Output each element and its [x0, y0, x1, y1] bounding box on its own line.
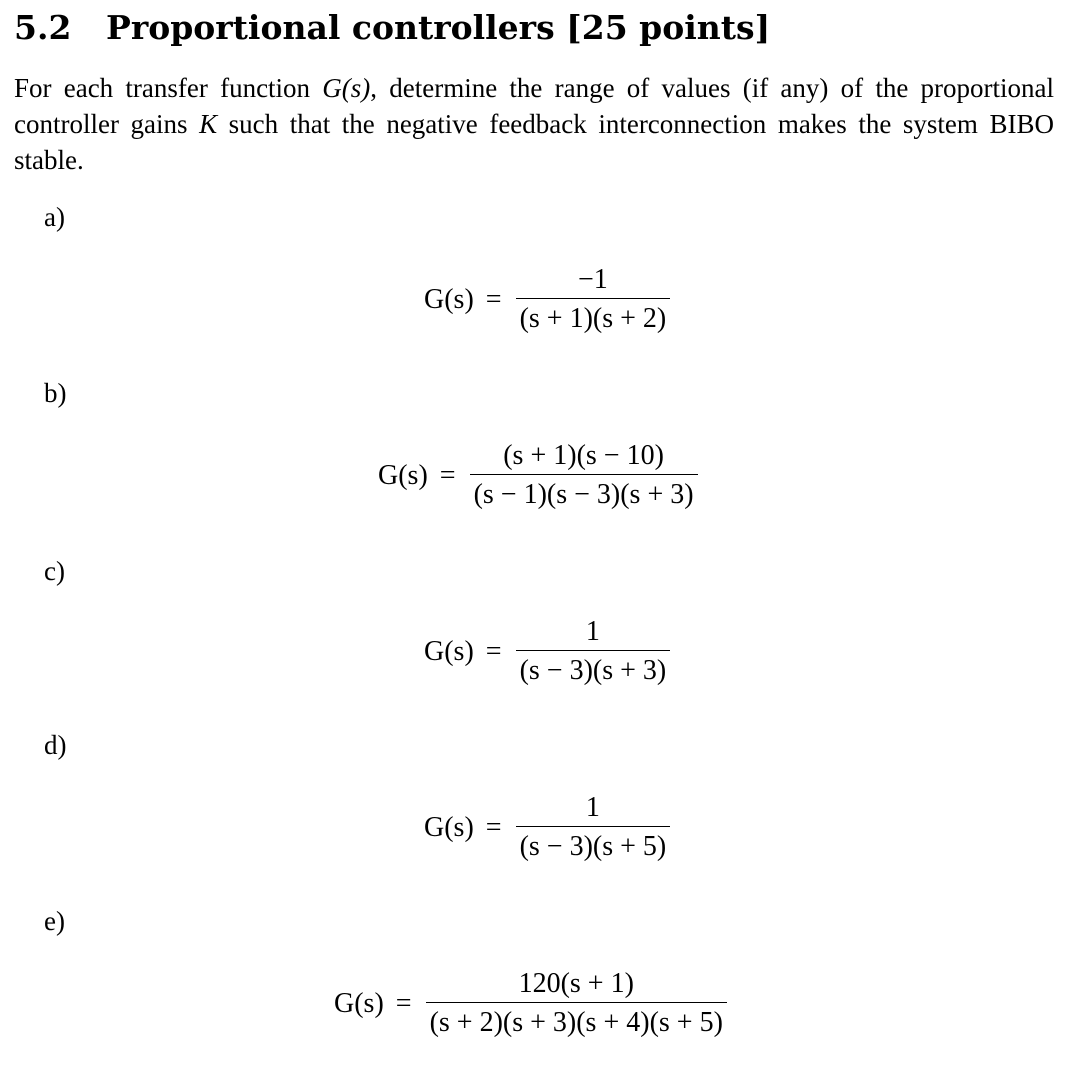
equation-lhs: G(s)	[378, 459, 428, 491]
problem-label-e: e)	[44, 906, 65, 936]
denominator: (s − 1)(s − 3)(s + 3)	[470, 474, 698, 511]
section-number: 5.2	[14, 8, 72, 47]
equation-e	[334, 968, 727, 1039]
intro-text-1: For each transfer function	[14, 73, 323, 103]
problem-label-b: b)	[44, 378, 67, 408]
equation-lhs: G(s)	[424, 811, 474, 843]
equals-sign: =	[485, 283, 502, 315]
problem-label-a: a)	[44, 202, 65, 232]
equals-sign: =	[395, 987, 412, 1019]
numerator: −1	[578, 264, 608, 295]
equation-d	[424, 792, 670, 863]
numerator: 1	[585, 792, 600, 823]
fraction	[470, 440, 698, 511]
problem-label-d: d)	[44, 730, 67, 760]
section-title: Proportional controllers [25 points]	[106, 8, 771, 47]
equals-sign: =	[485, 635, 502, 667]
section-heading	[14, 8, 770, 47]
problem-statement	[14, 70, 1054, 178]
equation-lhs: G(s)	[334, 987, 384, 1019]
numerator: 1	[585, 616, 600, 647]
intro-text-3: such that the negative feedback interconnection makes the system BIBO stable.	[14, 109, 1054, 175]
fraction	[516, 792, 671, 863]
equation-c	[424, 616, 670, 687]
numerator: (s + 1)(s − 10)	[503, 440, 664, 471]
numerator: 120(s + 1)	[518, 968, 634, 999]
denominator: (s − 3)(s + 5)	[516, 826, 671, 863]
fraction	[516, 616, 671, 687]
problem-label-c: c)	[44, 556, 65, 586]
intro-symbol-k: K	[199, 109, 218, 139]
intro-text-2: , determine the range of values (if any) of the proportional controller gains	[14, 73, 1055, 139]
equals-sign: =	[439, 459, 456, 491]
denominator: (s + 2)(s + 3)(s + 4)(s + 5)	[426, 1002, 727, 1039]
equation-a	[424, 264, 670, 335]
fraction	[426, 968, 727, 1039]
equals-sign: =	[485, 811, 502, 843]
fraction	[516, 264, 671, 335]
equation-lhs: G(s)	[424, 283, 474, 315]
denominator: (s − 3)(s + 3)	[516, 650, 671, 687]
equation-lhs: G(s)	[424, 635, 474, 667]
intro-symbol-g: G(s)	[322, 73, 371, 103]
equation-b	[378, 440, 698, 511]
denominator: (s + 1)(s + 2)	[516, 298, 671, 335]
